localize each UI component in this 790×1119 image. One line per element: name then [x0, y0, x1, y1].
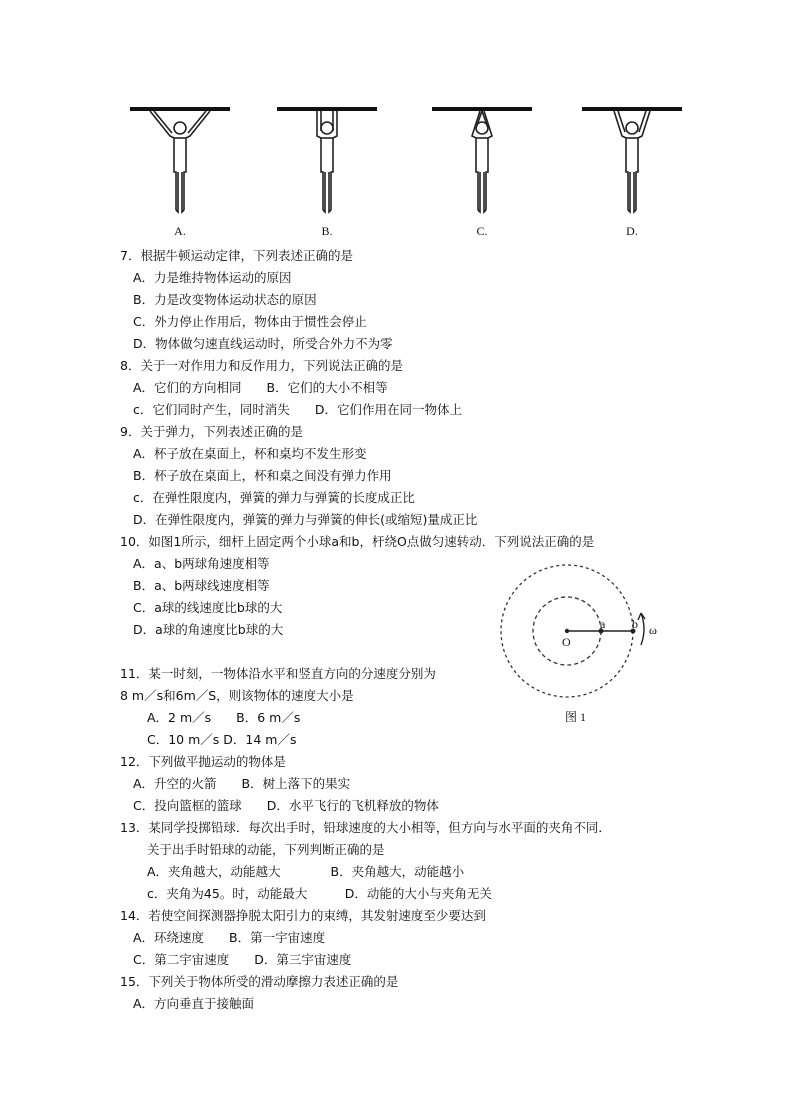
figure-1-caption: 图 1 — [565, 710, 587, 724]
question-10-stem: 10．如图1所示，细杆上固定两个小球a和b，杆绕O点做匀速转动．下列说法正确的是 — [120, 534, 595, 549]
question-12-options-cd: C．投向篮框的篮球 D．水平飞行的飞机释放的物体 — [133, 798, 439, 813]
figure-label-b: B. — [321, 224, 333, 238]
question-8-stem: 8．关于一对作用力和反作用力，下列说法正确的是 — [120, 358, 403, 373]
figure-option-b — [277, 100, 387, 245]
figure-1-label-b: b — [632, 617, 638, 631]
question-11-stem-continued: 8 m／s和6m／S，则该物体的速度大小是 — [120, 688, 354, 703]
figure-label-c: C. — [476, 224, 488, 238]
figure-1-label-omega: ω — [649, 623, 657, 637]
question-15-option-a: A．方向垂直于接触面 — [133, 996, 255, 1011]
question-7-option-d: D．物体做匀速直线运动时，所受合外力不为零 — [133, 336, 393, 351]
question-12-options-ab: A．升空的火箭 B．树上落下的果实 — [133, 776, 351, 791]
question-9-option-a: A．杯子放在桌面上，杯和桌均不发生形变 — [133, 446, 367, 461]
question-7-option-a: A．力是维持物体运动的原因 — [133, 270, 292, 285]
figure-option-a — [130, 100, 240, 245]
question-9-option-c: c．在弹性限度内，弹簧的弹力与弹簧的长度成正比 — [133, 490, 415, 505]
question-11-options-cd: C．10 m／s D．14 m／s — [147, 732, 297, 747]
question-12-stem: 12．下列做平抛运动的物体是 — [120, 754, 286, 769]
question-10-option-b: B．a、b两球线速度相等 — [133, 578, 270, 593]
question-14-options-ab: A．环绕速度 B．第一宇宙速度 — [133, 930, 326, 945]
question-14-stem: 14．若使空间探测器挣脱太阳引力的束缚，其发射速度至少要达到 — [120, 908, 486, 923]
question-13-stem-continued: 关于出手时铅球的动能，下列判断正确的是 — [147, 842, 385, 857]
question-8-options-ab: A．它们的方向相同 B．它们的大小不相等 — [133, 380, 388, 395]
figure-label-d: D. — [626, 224, 638, 238]
figure-1-label-o: O — [562, 635, 571, 649]
question-9-option-b: B．杯子放在桌面上，杯和桌之间没有弹力作用 — [133, 468, 392, 483]
question-10-option-a: A．a、b两球角速度相等 — [133, 556, 270, 571]
question-10-option-d: D．a球的角速度比b球的大 — [133, 622, 284, 637]
question-9-option-d: D．在弹性限度内，弹簧的弹力与弹簧的伸长(或缩短)量成正比 — [133, 512, 478, 527]
question-7-option-b: B．力是改变物体运动状态的原因 — [133, 292, 317, 307]
question-14-options-cd: C．第二宇宙速度 D．第三宇宙速度 — [133, 952, 352, 967]
question-13-options-ab: A．夹角越大，动能越大 B．夹角越大，动能越小 — [147, 864, 465, 879]
question-8-options-cd: c．它们同时产生，同时消失 D．它们作用在同一物体上 — [133, 402, 462, 417]
question-10-option-c: C．a球的线速度比b球的大 — [133, 600, 283, 615]
figure-1-label-a: a — [600, 617, 606, 631]
question-9-stem: 9．关于弹力，下列表述正确的是 — [120, 424, 303, 439]
figure-option-d — [582, 100, 692, 245]
hanging-figures — [120, 100, 700, 250]
question-7-option-c: C．外力停止作用后，物体由于惯性会停止 — [133, 314, 367, 329]
question-11-options-ab: A．2 m／s B．6 m／s — [147, 710, 301, 725]
question-15-stem: 15．下列关于物体所受的滑动摩擦力表述正确的是 — [120, 974, 399, 989]
question-13-options-cd: c．夹角为45。时，动能最大 D．动能的大小与夹角无关 — [147, 886, 492, 901]
question-7-stem: 7．根据牛顿运动定律，下列表述正确的是 — [120, 248, 353, 263]
figure-label-a: A. — [174, 224, 186, 238]
question-13-stem: 13．某同学投掷铅球．每次出手时，铅球速度的大小相等，但方向与水平面的夹角不同． — [120, 820, 611, 835]
figure-1-rotating-rod — [495, 563, 670, 728]
figure-option-c — [432, 100, 542, 245]
question-11-stem: 11．某一时刻，一物体沿水平和竖直方向的分速度分别为 — [120, 666, 436, 681]
